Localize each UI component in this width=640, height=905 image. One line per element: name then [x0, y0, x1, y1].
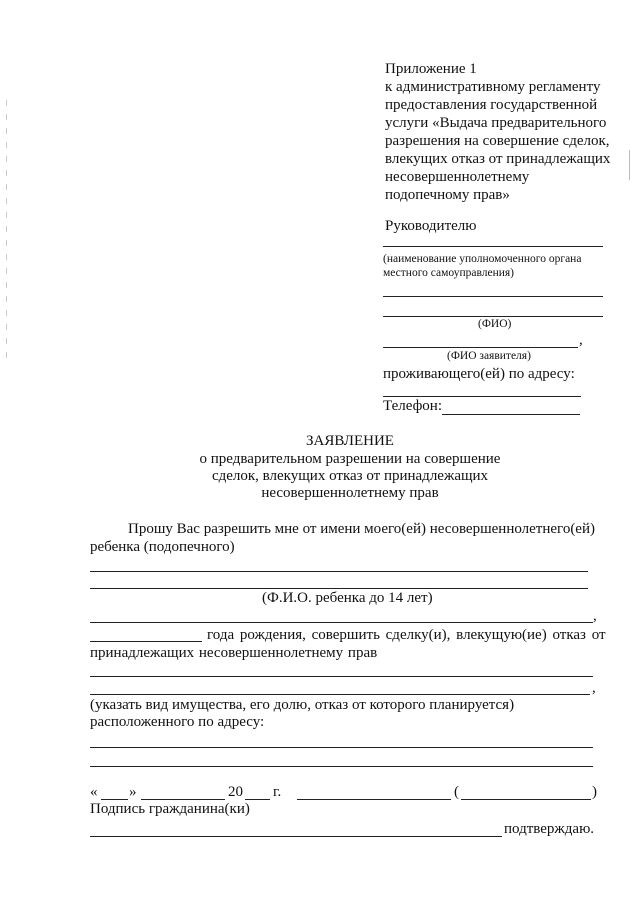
- appendix-line: предоставления государственной: [385, 97, 598, 113]
- applicant-caption: (ФИО заявителя): [447, 350, 531, 362]
- date-day-field[interactable]: [101, 799, 128, 800]
- property-caption: (указать вид имущества, его долю, отказ от которого планируется): [90, 697, 515, 713]
- birth-year-field[interactable]: [90, 641, 202, 642]
- property-comma: ,: [592, 680, 596, 696]
- org-caption-1: (наименование уполномоченного органа: [383, 253, 582, 265]
- request-line-1: Прошу Вас разрешить мне от имени моего(ей) несовершеннолетнего(ей): [128, 521, 595, 537]
- applicant-comma: ,: [579, 332, 583, 348]
- child-comma: ,: [593, 608, 597, 624]
- date-year-suffix: г.: [273, 784, 282, 800]
- paren-open: (: [454, 784, 459, 800]
- phone-label: Телефон:: [383, 398, 442, 414]
- property-field-2[interactable]: [90, 694, 590, 695]
- addressee-to: Руководителю: [385, 218, 477, 234]
- address-field[interactable]: [383, 396, 581, 397]
- date-quote-close: »: [129, 784, 137, 800]
- confirm-field[interactable]: [90, 836, 502, 837]
- child-name-field[interactable]: [90, 571, 588, 572]
- property-field[interactable]: [90, 676, 593, 677]
- child-extra-field[interactable]: [90, 622, 593, 623]
- date-quote-open: «: [90, 784, 98, 800]
- document-title: ЗАЯВЛЕНИЕ: [306, 433, 394, 449]
- phone-field[interactable]: [442, 414, 580, 415]
- appendix-line: несовершеннолетнему: [385, 169, 530, 185]
- located-label: расположенного по адресу:: [90, 714, 265, 730]
- child-name-field-2[interactable]: [90, 588, 588, 589]
- location-field[interactable]: [90, 747, 593, 748]
- fio-caption: (ФИО): [478, 318, 512, 330]
- org-name-field-2[interactable]: [383, 296, 603, 297]
- appendix-line: подопечному прав»: [385, 187, 510, 203]
- appendix-header: [385, 60, 625, 204]
- org-name-field[interactable]: [383, 246, 603, 247]
- signature-field[interactable]: [297, 799, 451, 800]
- scan-edge-artifact-right: [629, 150, 630, 180]
- confirm-label: подтверждаю.: [504, 821, 595, 837]
- head-fio-field[interactable]: [383, 316, 603, 317]
- appendix-line: услуги «Выдача предварительного: [385, 115, 607, 131]
- title-line-1: о предварительном разрешении на совершение: [199, 451, 501, 467]
- request-line-2: ребенка (подопечного): [90, 539, 235, 555]
- appendix-line: влекущих отказ от принадлежащих: [385, 151, 611, 167]
- date-month-field[interactable]: [141, 799, 225, 800]
- date-year-field[interactable]: [245, 799, 270, 800]
- appendix-line: Приложение 1: [385, 61, 477, 77]
- org-caption-2: местного самоуправления): [383, 267, 515, 279]
- applicant-fio-field[interactable]: [383, 347, 578, 348]
- title-line-3: несовершеннолетнему прав: [261, 485, 439, 501]
- title-line-2: сделок, влекущих отказ от принадлежащих: [211, 468, 489, 484]
- signature-decode-field[interactable]: [461, 799, 591, 800]
- signature-label: Подпись гражданина(ки): [90, 801, 250, 817]
- date-year-prefix: 20: [228, 784, 243, 800]
- paren-close: ): [592, 784, 597, 800]
- appendix-line: к административному регламенту: [385, 79, 601, 95]
- birth-line: года рождения, совершить сделку(и), влекущую(ие) отказ от: [207, 627, 606, 643]
- child-caption: (Ф.И.О. ребенка до 14 лет): [262, 590, 433, 606]
- location-field-2[interactable]: [90, 766, 593, 767]
- appendix-line: разрешения на совершение сделок,: [385, 133, 610, 149]
- residing-label: проживающего(ей) по адресу:: [383, 366, 575, 382]
- scan-edge-artifact: [6, 100, 7, 360]
- rights-line: принадлежащих несовершеннолетнему прав: [90, 645, 378, 661]
